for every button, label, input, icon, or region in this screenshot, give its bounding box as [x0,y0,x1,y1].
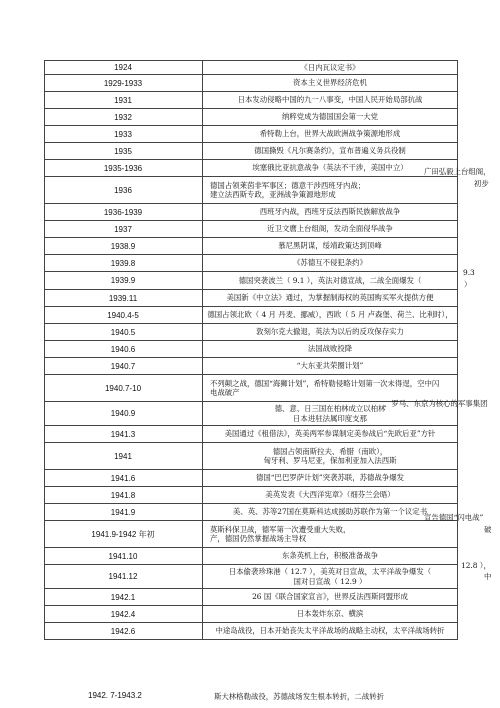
table-row [44,565,458,589]
event-text: 希特勒上台，世界大战欧洲战争策源地形成 [259,129,401,139]
row-event [202,358,458,374]
event-text: 《苏德互不侵犯条约》 [293,258,367,268]
row-date: 1931 [114,95,132,105]
event-text: 日本发动侵略中国的九一八事变，中国人民开始局部抗战 [237,95,423,105]
row-date: 1924 [114,63,132,72]
row-date: 1941.12 [108,572,138,581]
row-event [202,75,458,91]
table-row [44,470,458,487]
row-event [202,504,458,520]
row-date: 1941.6 [110,473,136,483]
event-text: 美国通过《租借法》，英美两军参谋制定美参战后“先欧后亚”方针 [224,429,436,439]
table-row [44,504,458,521]
row-date: 1940.7 [110,361,136,371]
row-date: 1939.9 [110,276,136,285]
row-event [202,487,458,503]
event-text: 近卫文麿上台组阁，发动全面侵华战争 [267,224,393,234]
event-text: 德国占领莱茵非军事区；德意干涉西班牙内战； [210,180,366,190]
table-row [44,255,458,272]
row-event [202,61,458,74]
side-note: 初步 [474,179,489,188]
table-row [44,60,458,75]
row-event [202,290,458,306]
row-date: 1940.6 [110,344,136,354]
event-text: 德国占领北欧（ 4 月 丹麦、挪威），西欧（ 5 月 卢森堡、荷兰、比利时）， [207,310,453,320]
row-event [202,143,458,159]
side-note: 中 [484,572,492,581]
event-text: 日本偷袭珍珠港（ 12.7 ），美英对日宣战，太平洋战争爆发（ [228,567,432,577]
event-text: 国对日宣战（ 12.9 ） [293,576,367,586]
row-date: 1940.4-5 [107,310,139,320]
table-row [44,109,458,126]
side-note: 12.8 ）， [461,561,491,570]
table-border [44,60,45,640]
side-note: 、罗马、东京为核心的军事集团 [384,399,488,408]
row-event [202,565,458,588]
event-text: 法国战败投降 [307,344,353,354]
row-date: 1941 [114,451,132,461]
event-text: 德国占领南斯拉夫、希腊（南欧）， [272,446,388,456]
row-date: 1940.5 [110,327,136,337]
row-date: 1936-1939 [103,207,143,217]
event-text: 匈牙利、罗马尼亚，保加利亚加入法西斯 [263,456,397,465]
event-text: 美英发表《大西洋宪章》（细芬兰会晤） [265,490,395,500]
row-event [202,238,458,254]
row-event [202,548,458,564]
row-event [202,426,458,442]
table-row [44,160,458,177]
column-divider [202,60,203,640]
footer-event: 斯大林格勒战役，苏德战场发生根本转折，二战转折 [214,692,384,701]
row-date: 1935-1936 [103,163,143,173]
row-event [202,324,458,340]
table-border [457,60,458,640]
table-row [44,307,458,324]
table-row [44,487,458,504]
table-row [44,272,458,290]
row-event [202,443,458,469]
row-event [202,255,458,271]
row-event [202,160,458,176]
table-row [44,589,458,606]
side-note: 宣告德国“闪电战” [424,513,484,522]
event-text: 德国撕毁《凡尔赛条约》，宣布普遍义务兵役制 [254,146,406,156]
event-text: 《日内瓦议定书》 [300,62,360,72]
table-row [44,143,458,160]
row-date: 1941.8 [110,490,136,500]
event-text: 纳粹党成为德国国会第一大党 [281,112,379,122]
row-date: 1941.10 [108,551,138,561]
side-note: 广田弘毅上台组阁， [424,167,491,176]
event-text: 慕尼黑阴谋，绥靖政策达到顶峰 [278,241,382,251]
table-row [44,126,458,143]
row-event [202,589,458,605]
row-event [202,521,458,547]
event-text: 美、英、苏等27国在莫斯科达成援助苏联作为第一个议定书 [232,507,428,517]
row-event [202,341,458,357]
table-row [44,177,458,204]
row-event [202,221,458,237]
event-text: 中途岛战役，日本开始丧失太平洋战场的战略主动权，太平洋战场转折 [215,626,445,636]
table-row [44,221,458,238]
table-row [44,324,458,341]
table-row [44,92,458,109]
row-event [202,606,458,622]
table-row [44,443,458,470]
table-row [44,290,458,307]
row-date: 1938.9 [110,241,136,251]
event-text: 日本轰炸东京、横滨 [296,609,364,619]
side-note: 破 [484,525,492,534]
row-event [202,307,458,323]
event-text: 敦刻尔克大撤退，英法为以后的反攻保存实力 [256,327,404,337]
side-note: ） [464,280,472,289]
row-date: 1936 [114,185,132,195]
event-text: 莫斯科保卫战，德军第一次遭受重大失败， [210,524,351,534]
table-row [44,75,458,92]
event-text: 德国突袭波兰（ 9.1 ），英法对德宣战，二战全面爆发（ [238,275,422,285]
event-text: 德国“巴巴罗萨计划”突袭苏联，苏德战争爆发 [256,473,404,483]
row-date: 1941.9 [110,507,136,517]
row-date: 1932 [114,112,132,122]
row-event [202,623,458,639]
table-row [44,204,458,221]
row-date: 1937 [114,224,132,234]
table-row [44,341,458,358]
event-text: 26 国《联合国家宣言》，世界反法西斯同盟形成 [252,592,408,602]
table-row [44,521,458,548]
event-text: 电战破产 [210,388,240,397]
row-date: 1942.4 [110,609,136,619]
history-timeline-table [44,60,458,640]
row-date: 1933 [114,129,132,139]
table-row [44,606,458,623]
event-text: 日本进驻法属印度支那 [293,413,367,423]
table-row [44,548,458,565]
row-date: 1939.11 [108,293,138,303]
event-text: 不列颠之战，德国“海狮计划”，希特勒侵略计划第一次未得逞，空中闪 [210,378,440,388]
row-date: 1940.9 [110,409,136,418]
footer-date: 1942. 7-1943.2 [88,691,142,700]
event-text: 埃塞俄比亚抗意战争（英法不干涉，美国中立） [252,163,408,173]
row-event [202,177,458,203]
table-row [44,426,458,443]
table-row [44,358,458,375]
row-event [202,272,458,289]
event-text: 资本主义世界经济危机 [293,78,367,88]
event-text: 西班牙内战，西班牙反法西斯民族解放战争 [259,207,401,217]
row-date: 1941.9-1942 年初 [91,529,155,539]
event-text: 德、意、日三国在柏林成立以柏林 [274,404,386,414]
table-row [44,238,458,255]
row-event [202,470,458,486]
row-event [202,204,458,220]
row-event [202,92,458,108]
event-text: 建立法西斯专政，亚洲战争策源地形成 [210,190,336,199]
row-date: 1942.6 [110,626,136,636]
row-date: 1941.3 [110,429,136,439]
event-text: 美国新《中立法》通过，为掌握制海权的英国购买军火提供方便 [226,293,434,303]
row-event [202,109,458,125]
row-event [202,126,458,142]
side-note: 9.3 [463,268,475,277]
event-text: 产，德国仍然掌握战场主导权 [210,534,307,543]
event-text: 东条英机上台，积极准备战争 [281,551,379,561]
row-date: 1939.8 [110,258,136,268]
row-date: 1935 [114,146,132,156]
row-date: 1929-1933 [103,78,143,88]
event-text: “大东亚共荣圈计划” [296,361,364,371]
row-date: 1942.1 [110,592,136,602]
row-date: 1940.7-10 [104,383,142,393]
table-row [44,623,458,640]
